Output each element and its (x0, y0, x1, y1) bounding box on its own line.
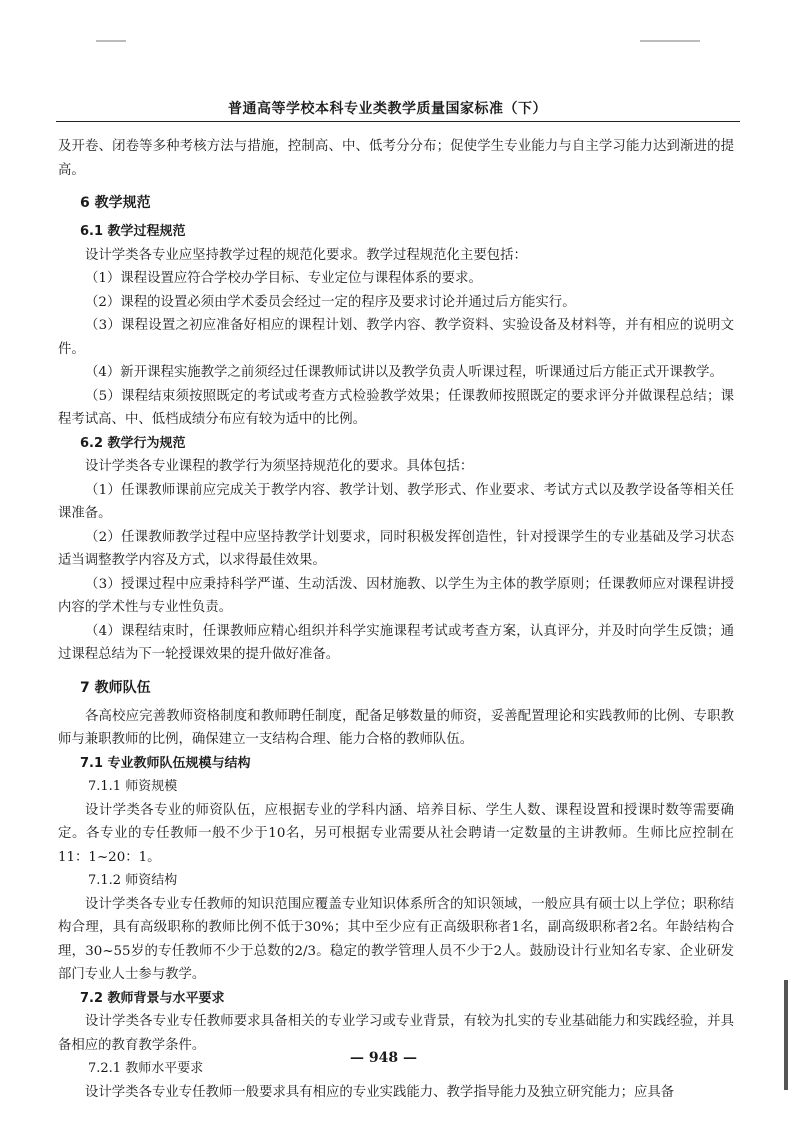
subsection-heading: 7.1 专业教师队伍规模与结构 (80, 755, 251, 771)
subsubsection-heading: 7.1.2 师资结构 (88, 873, 178, 888)
subsection-heading: 6.1 教学过程规范 (80, 224, 186, 239)
paragraph: （4）课程结束时，任课教师应精心组织并科学实施课程考试或考查方案，认真评分，并及时向学生反馈；通过课程总结为下一轮授课效果的提升做好准备。 (58, 623, 734, 662)
paragraph: 设计学类各专业专任教师要求具备相关的专业学习或专业背景，有较为扎实的专业基础能力和实践经验，并具备相应的教育教学条件。 (58, 1014, 734, 1053)
scan-mark (96, 40, 126, 42)
paragraph: （3）课程设置之初应准备好相应的课程计划、教学内容、教学资料、实验设备及材料等，并有相应的说明文件。 (58, 318, 734, 357)
paragraph: （1）任课教师课前应完成关于教学内容、教学计划、教学形式、作业要求、考试方式以及教学设备等相关任课准备。 (58, 482, 734, 521)
paragraph: （2）任课教师教学过程中应坚持教学计划要求，同时积极发挥创造性，针对授课学生的专业基础及学习状态适当调整教学内容及方式，以求得最佳效果。 (58, 529, 734, 568)
paragraph: 设计学类各专业专任教师一般要求具有相应的专业实践能力、教学指导能力及独立研究能力；应具备 (85, 1084, 675, 1100)
paragraph: 设计学类各专业专任教师的知识范围应覆盖专业知识体系所含的知识领域，一般应具有硕士以上学位；职称结构合理，具有高级职称的教师比例不低于30%；其中至少应有正高级职称者1名，副高级职称者2名。年龄结构合理，30~55岁的专任教师不少于总数的2/3。稳定的教学管理人员不少于2人。鼓励设计行业知名专家、企业研发部门专业人士参与教学。 (58, 896, 734, 982)
section-heading: 7 教师队伍 (80, 679, 151, 696)
scan-edge (784, 980, 788, 1090)
paragraph: 设计学类各专业应坚持教学过程的规范化要求。教学过程规范化主要包括： (85, 247, 527, 263)
paragraph: （2）课程的设置必须由学术委员会经过一定的程序及要求讨论并通过后方能实行。 (85, 294, 576, 310)
section-heading: 6 教学规范 (80, 195, 151, 211)
paragraph: 各高校应完善教师资格制度和教师聘任制度，配备足够数量的师资，妥善配置理论和实践教师的比例、专职教师与兼职教师的比例，确保建立一支结构合理、能力合格的教师队伍。 (58, 708, 734, 747)
paragraph: 设计学类各专业的师资队伍，应根据专业的学科内涵、培养目标、学生人数、课程设置和授课时数等需要确定。各专业的专任教师一般不少于10名，另可根据专业需要从社会聘请一定数量的主讲教师。生师比应控制在11：1~20：1。 (58, 802, 734, 865)
paragraph: （4）新开课程实施教学之前须经过任课教师试讲以及教学负责人听课过程，听课通过后方能正式开课教学。 (85, 365, 723, 380)
subsection-heading: 6.2 教学行为规范 (80, 435, 186, 451)
paragraph: （5）课程结束须按照既定的考试或考查方式检验教学效果；任课教师按照既定的要求评分并做课程总结；课程考试高、中、低档成绩分布应有较为适中的比例。 (58, 388, 734, 427)
subsection-heading: 7.2 教师背景与水平要求 (80, 990, 225, 1006)
paragraph: 设计学类各专业课程的教学行为须坚持规范化的要求。具体包括： (85, 459, 474, 474)
running-header: 普通高等学校本科专业类教学质量国家标准（下） (228, 101, 547, 117)
paragraph: （1）课程设置应符合学校办学目标、专业定位与课程体系的要求。 (85, 271, 482, 286)
subsubsection-heading: 7.2.1 教师水平要求 (88, 1061, 204, 1076)
header-rule (56, 121, 740, 122)
page-number: — 948 — (350, 1050, 417, 1066)
subsubsection-heading: 7.1.1 师资规模 (88, 779, 178, 794)
scan-mark (640, 40, 700, 42)
document-body (58, 135, 734, 1104)
paragraph: 及开卷、闭卷等多种考核方法与措施，控制高、中、低考分分布；促使学生专业能力与自主学习能力达到渐进的提高。 (58, 139, 734, 178)
paragraph: （3）授课过程中应秉持科学严谨、生动活泼、因材施教、以学生为主体的教学原则；任课教师应对课程讲授内容的学术性与专业性负责。 (58, 576, 734, 615)
